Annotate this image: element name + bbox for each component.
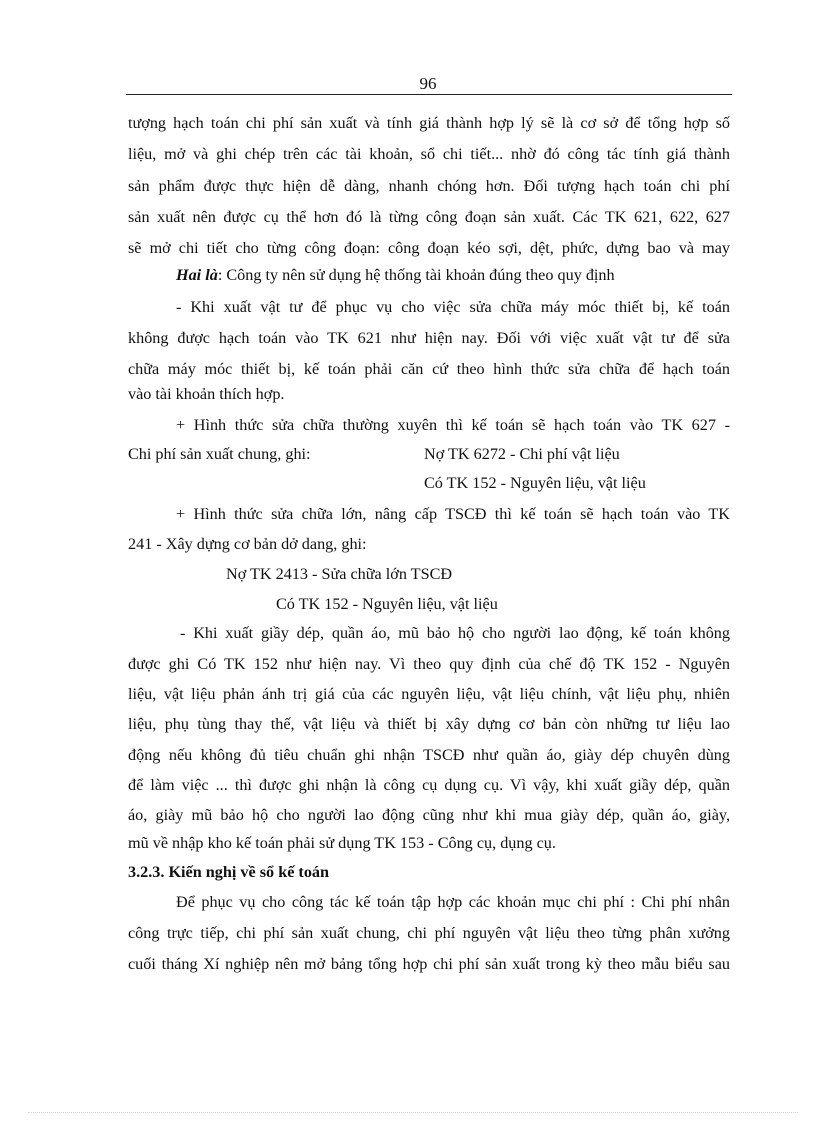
text-line: + Hình thức sửa chữa lớn, nâng cấp TSCĐ thì kế toán sẽ hạch toán vào TK [176, 505, 730, 523]
text-line: sản phẩm được thực hiện dễ dàng, nhanh chóng hơn. Đối tượng hạch toán chi phí [128, 177, 730, 195]
section-heading: 3.2.3. Kiến nghị về sổ kế toán [128, 863, 330, 881]
hai-la-label: Hai là [176, 266, 218, 284]
hai-la-text: : Công ty nên sử dụng hệ thống tài khoản đúng theo quy định [217, 266, 615, 284]
credit-entry: Có TK 152 - Nguyên liệu, vật liệu [424, 474, 646, 492]
text-line: liệu, vật liệu phản ánh trị giá của các nguyên liệu, vật liệu chính, vật liệu phụ, nhiên [128, 685, 730, 703]
text-line: 241 - Xây dựng cơ bản dở dang, ghi: [128, 535, 367, 553]
page-edge-dots [28, 1112, 798, 1113]
text-line: áo, giày mũ bảo hộ cho người lao động cũng như khi mua giày dép, quần áo, giày, [128, 806, 730, 824]
text-line: liệu, mở và ghi chép trên các tài khoản, sổ chi tiết... nhờ đó công tác tính giá thành [128, 145, 730, 163]
text-line: vào tài khoản thích hợp. [128, 385, 285, 403]
entry-lead: Chi phí sản xuất chung, ghi: [128, 445, 311, 463]
text-line: chữa máy móc thiết bị, kế toán phải căn cứ theo hình thức sửa chữa để hạch toán [128, 360, 730, 378]
text-line: để làm việc ... thì được ghi nhận là công cụ dụng cụ. Vì vậy, khi xuất giầy dép, quần [128, 776, 730, 794]
text-line: + Hình thức sửa chữa thường xuyên thì kế toán sẽ hạch toán vào TK 627 - [176, 416, 730, 434]
debit-entry: Nợ TK 6272 - Chi phí vật liệu [424, 445, 620, 463]
text-line: - Khi xuất vật tư để phục vụ cho việc sửa chữa máy móc thiết bị, kế toán [176, 298, 730, 316]
text-line: - Khi xuất giầy dép, quần áo, mũ bảo hộ cho người lao động, kế toán không [180, 624, 730, 642]
text-line: tượng hạch toán chi phí sản xuất và tính giá thành hợp lý sẽ là cơ sở để tổng hợp số [128, 114, 730, 132]
text-line: động nếu không đủ tiêu chuẩn ghi nhận TSCĐ như quần áo, giày dép chuyên dùng [128, 746, 730, 764]
credit-entry: Có TK 152 - Nguyên liệu, vật liệu [276, 595, 498, 613]
debit-entry: Nợ TK 2413 - Sửa chữa lớn TSCĐ [226, 565, 453, 583]
text-line: cuối tháng Xí nghiệp nên mở bảng tổng hợp chi phí sản xuất trong kỳ theo mẫu biểu sau [128, 955, 730, 973]
text-line: được ghi Có TK 152 như hiện nay. Vì theo quy định của chế độ TK 152 - Nguyên [128, 655, 730, 673]
text-line: sẽ mở chi tiết cho từng công đoạn: công đoạn kéo sợi, dệt, phức, dựng bao và may [128, 239, 730, 257]
text-line: liệu, phụ tùng thay thế, vật liệu và thiết bị xây dựng cơ bản còn những tư liệu lao [128, 715, 730, 733]
text-line: Để phục vụ cho công tác kế toán tập hợp các khoản mục chi phí : Chi phí nhân [176, 893, 730, 911]
text-line: công trực tiếp, chi phí sản xuất chung, chi phí nguyên vật liệu theo từng phân xưởng [128, 924, 730, 942]
text-line [176, 265, 736, 285]
text-line: không được hạch toán vào TK 621 như hiện nay. Đối với việc xuất vật tư để sửa [128, 329, 730, 347]
text-line [128, 444, 730, 464]
text-line: mũ về nhập kho kế toán phải sử dụng TK 153 - Công cụ, dụng cụ. [128, 834, 556, 852]
header-rule [126, 94, 732, 95]
text-line: sản xuất nên được cụ thể hơn đó là từng công đoạn sản xuất. Các TK 621, 622, 627 [128, 208, 730, 226]
page-number: 96 [419, 74, 437, 93]
